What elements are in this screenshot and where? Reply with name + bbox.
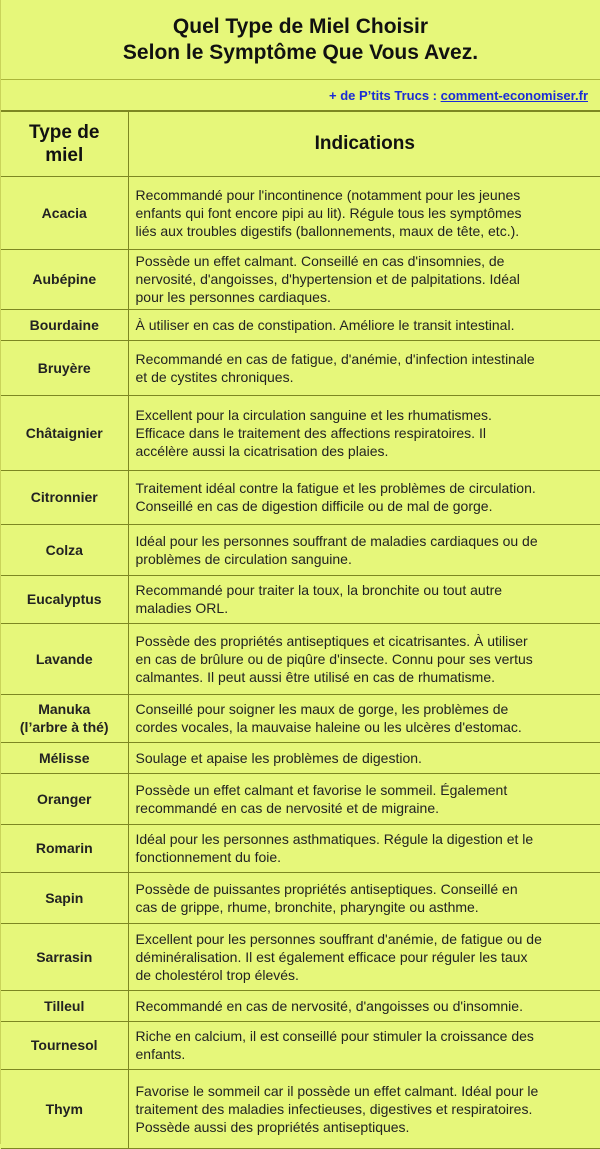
honey-type-cell: Châtaignier — [1, 395, 128, 470]
indication-cell: Traitement idéal contre la fatigue et les problèmes de circulation. Conseillé en cas de digestion difficile ou de mal de gorge. — [128, 470, 600, 524]
honey-type-cell: Tilleul — [1, 990, 128, 1021]
column-header-type-line1: Type de — [29, 121, 100, 143]
credit-prefix: + de P’tits Trucs : — [329, 88, 441, 103]
table-row — [1, 395, 600, 470]
honey-type-cell: Citronnier — [1, 470, 128, 524]
indication-cell: Excellent pour les personnes souffrant d'anémie, de fatigue ou de déminéralisation. Il est également efficace pour réguler les taux de cholestérol trop élevés. — [128, 923, 600, 990]
table-row — [1, 249, 600, 309]
table-row — [1, 176, 600, 249]
table-row — [1, 470, 600, 524]
indication-cell: Conseillé pour soigner les maux de gorge, les problèmes de cordes vocales, la mauvaise haleine ou les ulcères d'estomac. — [128, 694, 600, 742]
indication-cell: Possède un effet calmant. Conseillé en cas d'insomnies, de nervosité, d'angoisses, d'hypertension et de palpitations. Idéal pour les personnes cardiaques. — [128, 249, 600, 309]
indication-cell: Favorise le sommeil car il possède un effet calmant. Idéal pour le traitement des maladies infectieuses, digestives et respiratoires. Possède aussi des propriétés antiseptiques. — [128, 1069, 600, 1148]
page-title — [1, 0, 600, 80]
indication-cell: Possède des propriétés antiseptiques et cicatrisantes. À utiliser en cas de brûlure ou de piqûre d'insecte. Connu pour ses vertus calmantes. Il peut aussi être utilisé en cas de rhumatisme. — [128, 623, 600, 694]
honey-type-cell: Sapin — [1, 872, 128, 923]
honey-table — [1, 112, 600, 1149]
column-header-type-line2: miel — [45, 144, 84, 166]
table-row — [1, 1069, 600, 1148]
honey-type-cell: Tournesol — [1, 1021, 128, 1069]
indication-cell: Recommandé en cas de fatigue, d'anémie, d'infection intestinale et de cystites chroniques. — [128, 340, 600, 395]
honey-type-cell: Sarrasin — [1, 923, 128, 990]
indication-cell: Excellent pour la circulation sanguine et les rhumatismes. Efficace dans le traitement des affections respiratoires. Il accélère aussi la cicatrisation des plaies. — [128, 395, 600, 470]
indication-cell: Recommandé en cas de nervosité, d'angoisses ou d'insomnie. — [128, 990, 600, 1021]
table-header-row — [1, 112, 600, 176]
table-row — [1, 575, 600, 623]
honey-type-cell: Oranger — [1, 773, 128, 824]
column-header-indications: Indications — [128, 112, 600, 176]
honey-type-cell: Manuka (l’arbre à thé) — [1, 694, 128, 742]
table-row — [1, 773, 600, 824]
honey-type-cell: Colza — [1, 524, 128, 575]
honey-type-cell: Bruyère — [1, 340, 128, 395]
honey-type-cell: Eucalyptus — [1, 575, 128, 623]
table-row — [1, 1021, 600, 1069]
indication-cell: Possède un effet calmant et favorise le sommeil. Également recommandé en cas de nervosité et de migraine. — [128, 773, 600, 824]
indication-cell: Possède de puissantes propriétés antiseptiques. Conseillé en cas de grippe, rhume, bronchite, pharyngite ou asthme. — [128, 872, 600, 923]
table-row — [1, 742, 600, 773]
credit-line — [1, 80, 600, 112]
honey-type-cell: Aubépine — [1, 249, 128, 309]
table-row — [1, 990, 600, 1021]
honey-type-cell: Acacia — [1, 176, 128, 249]
indication-cell: Riche en calcium, il est conseillé pour stimuler la croissance des enfants. — [128, 1021, 600, 1069]
table-row — [1, 309, 600, 340]
honey-type-cell: Lavande — [1, 623, 128, 694]
honey-type-cell: Thym — [1, 1069, 128, 1148]
indication-cell: À utiliser en cas de constipation. Améliore le transit intestinal. — [128, 309, 600, 340]
indication-cell: Recommandé pour traiter la toux, la bronchite ou tout autre maladies ORL. — [128, 575, 600, 623]
table-row — [1, 340, 600, 395]
indication-cell: Idéal pour les personnes asthmatiques. Régule la digestion et le fonctionnement du foie. — [128, 824, 600, 872]
title-line-1: Quel Type de Miel Choisir — [172, 15, 429, 38]
credit-link[interactable]: comment-economiser.fr — [440, 88, 588, 103]
honey-type-cell: Mélisse — [1, 742, 128, 773]
table-row — [1, 623, 600, 694]
indication-cell: Recommandé pour l'incontinence (notamment pour les jeunes enfants qui font encore pipi au lit). Régule tous les symptômes liés aux troubles digestifs (ballonnements, maux de tête, etc.). — [128, 176, 600, 249]
table-row — [1, 872, 600, 923]
indication-cell: Soulage et apaise les problèmes de digestion. — [128, 742, 600, 773]
honey-type-cell: Bourdaine — [1, 309, 128, 340]
table-row — [1, 694, 600, 742]
title-line-2: Selon le Symptôme Que Vous Avez. — [122, 41, 479, 64]
indication-cell: Idéal pour les personnes souffrant de maladies cardiaques ou de problèmes de circulation sanguine. — [128, 524, 600, 575]
table-row — [1, 824, 600, 872]
honey-type-cell: Romarin — [1, 824, 128, 872]
table-row — [1, 923, 600, 990]
column-header-type — [1, 112, 128, 176]
table-row — [1, 524, 600, 575]
